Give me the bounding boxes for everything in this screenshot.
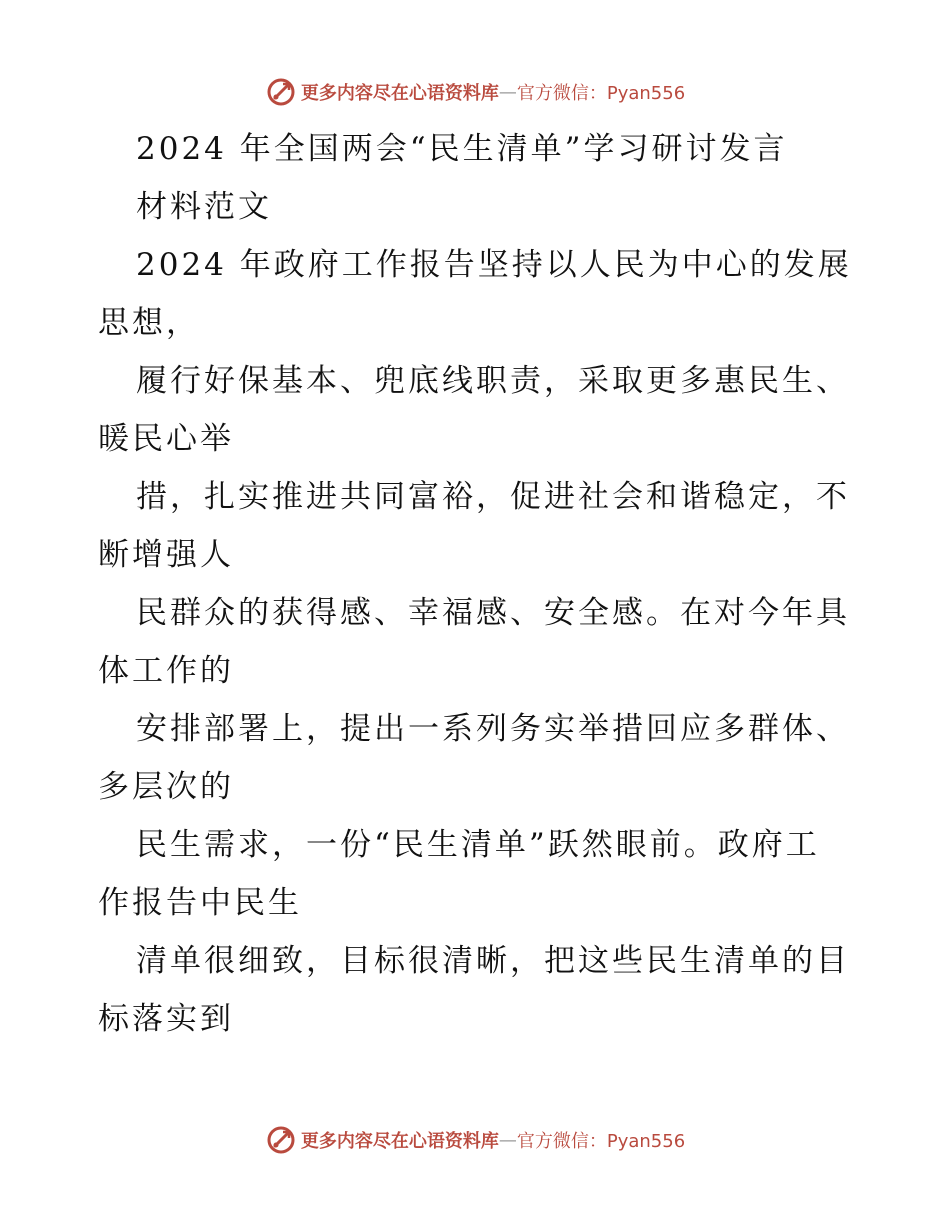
doc-title-line-1: 2024 年全国两会“民生清单”学习研讨发言 bbox=[136, 131, 788, 167]
doc-line: 暖民心举 bbox=[98, 421, 234, 457]
doc-line: 作报告中民生 bbox=[98, 885, 302, 921]
doc-line: 清单很细致，目标很清晰，把这些民生清单的目 bbox=[136, 943, 850, 979]
doc-line: 履行好保基本、兜底线职责，采取更多惠民生、 bbox=[136, 363, 850, 399]
doc-line: 体工作的 bbox=[98, 653, 234, 689]
footer-banner-separator: — bbox=[498, 1129, 517, 1151]
footer-banner-wechat: 官方微信：Pyan556 bbox=[516, 1131, 686, 1152]
doc-title-line-2: 材料范文 bbox=[136, 189, 272, 225]
header-banner bbox=[0, 72, 950, 112]
header-banner-wechat: 官方微信：Pyan556 bbox=[516, 83, 686, 104]
doc-line: 安排部署上，提出一系列务实举措回应多群体、 bbox=[136, 711, 850, 747]
footer-banner bbox=[0, 1120, 950, 1160]
doc-line: 思想， bbox=[98, 305, 200, 341]
logo-icon bbox=[265, 76, 297, 108]
document-body bbox=[98, 120, 858, 1048]
footer-banner-text: 更多内容尽在心语资料库 bbox=[300, 1131, 499, 1152]
doc-line: 民生需求，一份“民生清单”跃然眼前。政府工 bbox=[136, 827, 820, 863]
doc-line: 多层次的 bbox=[98, 769, 234, 805]
header-banner-text: 更多内容尽在心语资料库 bbox=[300, 83, 499, 104]
logo-icon bbox=[265, 1124, 297, 1156]
doc-line: 断增强人 bbox=[98, 537, 234, 573]
doc-line: 民群众的获得感、幸福感、安全感。在对今年具 bbox=[136, 595, 850, 631]
header-banner-separator: — bbox=[498, 81, 517, 103]
doc-line: 2024 年政府工作报告坚持以人民为中心的发展 bbox=[136, 247, 852, 283]
doc-line: 标落实到 bbox=[98, 1001, 234, 1037]
doc-line: 措，扎实推进共同富裕，促进社会和谐稳定，不 bbox=[136, 479, 850, 515]
